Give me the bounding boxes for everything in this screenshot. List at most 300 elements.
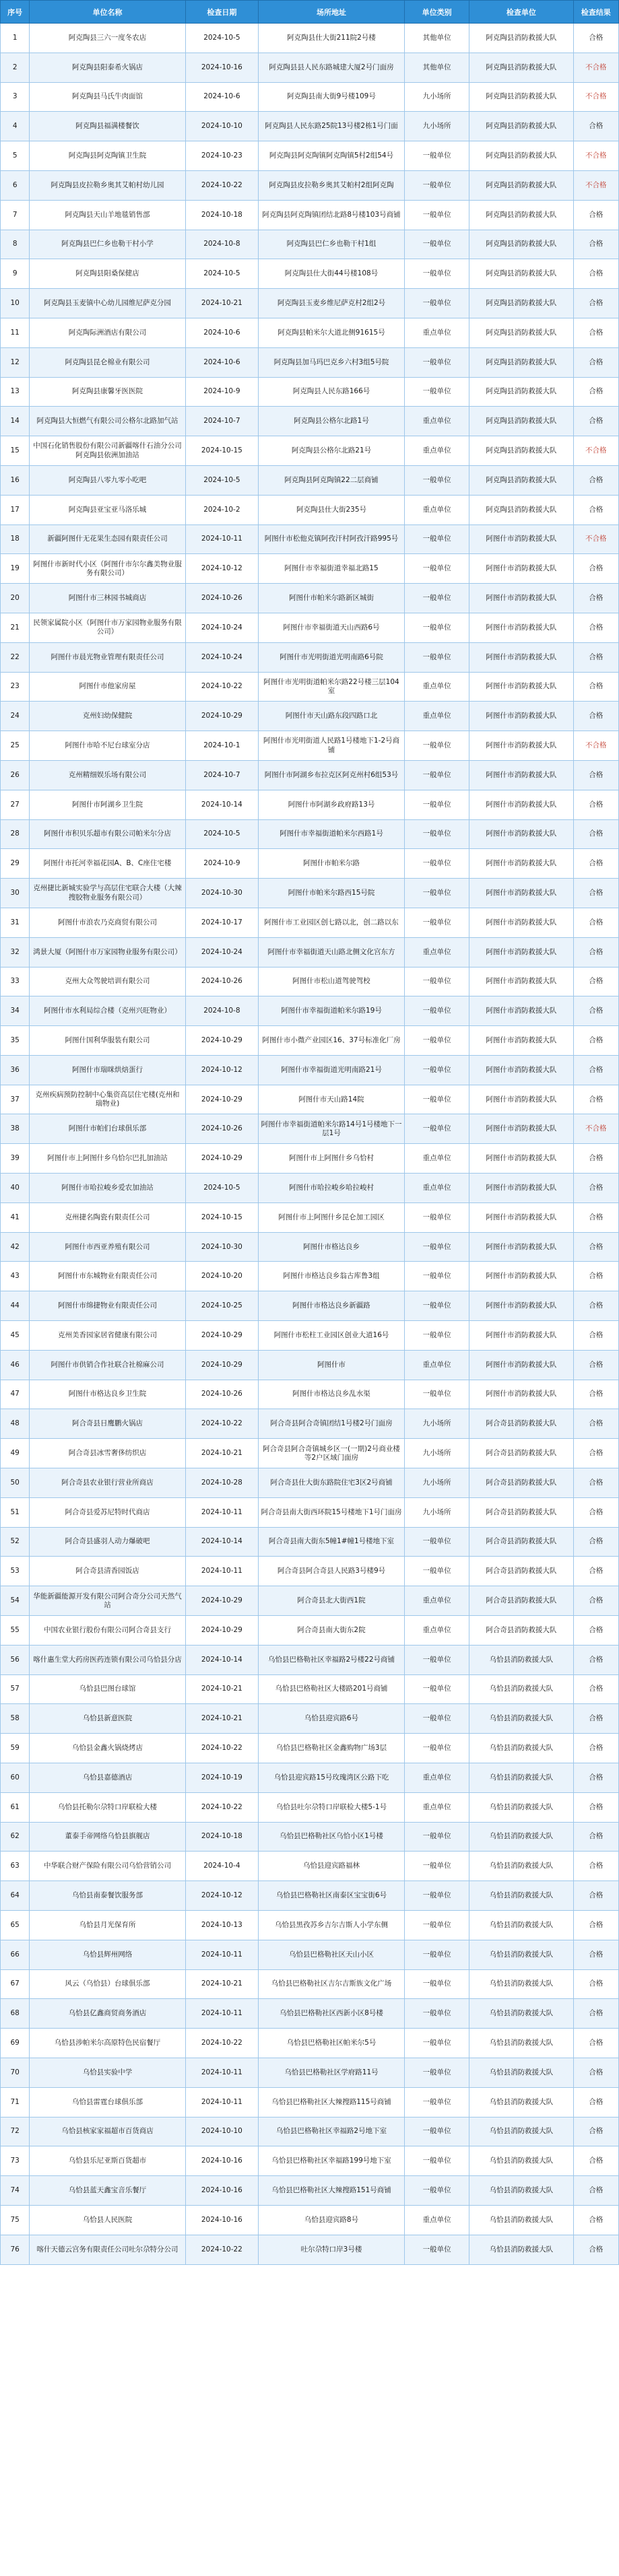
cell-no: 59 [1,1734,30,1763]
cell-date: 2024-10-21 [185,1704,258,1734]
cell-date: 2024-10-12 [185,1881,258,1911]
cell-name: 阿图什国利华服装有限公司 [30,1026,185,1056]
cell-name: 克州捷名陶瓷有限责任公司 [30,1202,185,1232]
cell-date: 2024-10-12 [185,554,258,584]
table-row [1,1026,619,1056]
cell-name: 阿克陶县福满楼餐饮 [30,112,185,141]
cell-name: 乌恰县雷霆台球俱乐部 [30,2087,185,2117]
cell-inspector: 阿克陶县消防救援大队 [469,318,573,347]
cell-address: 阿克陶县仕大街211院2号楼 [259,24,405,53]
cell-address: 阿克陶县仕大街235号 [259,495,405,524]
cell-name: 鸿景大厦（阿图什市万家园物业服务有限公司） [30,937,185,967]
table-row [1,1734,619,1763]
cell-category: 一般单位 [404,908,469,937]
cell-result: 合格 [573,584,619,613]
cell-name: 克州精细娱乐场有限公司 [30,760,185,790]
cell-category: 一般单位 [404,1822,469,1852]
cell-category: 重点单位 [404,1792,469,1822]
table-row [1,1468,619,1498]
cell-no: 22 [1,642,30,672]
cell-no: 8 [1,230,30,259]
cell-no: 40 [1,1174,30,1203]
cell-inspector: 阿克陶县消防救援大队 [469,200,573,230]
col-header-result: 检查结果 [573,1,619,24]
cell-date: 2024-10-11 [185,1557,258,1586]
table-header [1,1,619,24]
cell-inspector: 阿图什市消防救援大队 [469,1026,573,1056]
cell-inspector: 阿克陶县消防救援大队 [469,82,573,112]
cell-category: 一般单位 [404,2029,469,2058]
table-row [1,1114,619,1144]
cell-name: 中华联合财产保险有限公司乌恰营销公司 [30,1852,185,1881]
cell-name: 阿克陶县天山羊地毯销售部 [30,200,185,230]
cell-result: 合格 [573,2029,619,2058]
cell-category: 九小场所 [404,82,469,112]
cell-name: 乌恰县实验中学 [30,2058,185,2087]
cell-category: 一般单位 [404,289,469,318]
cell-date: 2024-10-17 [185,908,258,937]
cell-name: 阿克陶县马氏牛肉面馆 [30,82,185,112]
cell-category: 重点单位 [404,1586,469,1616]
cell-category: 一般单位 [404,2117,469,2146]
cell-date: 2024-10-6 [185,347,258,377]
cell-no: 27 [1,790,30,819]
cell-no: 5 [1,141,30,171]
cell-inspector: 乌恰县消防救援大队 [469,2176,573,2206]
cell-name: 阿克陶县阿克陶镇卫生院 [30,141,185,171]
cell-date: 2024-10-14 [185,790,258,819]
cell-result: 合格 [573,2205,619,2235]
cell-address: 阿图什市光明街道光明南路6号院 [259,642,405,672]
cell-date: 2024-10-26 [185,1114,258,1144]
cell-inspector: 阿克陶县消防救援大队 [469,141,573,171]
cell-date: 2024-10-24 [185,642,258,672]
cell-inspector: 乌恰县消防救援大队 [469,1763,573,1793]
cell-inspector: 阿图什市消防救援大队 [469,1202,573,1232]
cell-name: 乌恰县人民医院 [30,2205,185,2235]
cell-inspector: 乌恰县消防救援大队 [469,1881,573,1911]
cell-name: 阿图什市供销合作社联合社棉麻公司 [30,1350,185,1380]
cell-result: 合格 [573,1085,619,1114]
cell-inspector: 阿图什市消防救援大队 [469,1350,573,1380]
cell-result: 合格 [573,1497,619,1527]
cell-name: 民领家属院小区（阿图什市万家园物业服务有限公司） [30,613,185,642]
cell-date: 2024-10-5 [185,819,258,849]
cell-result: 合格 [573,1262,619,1291]
table-row [1,1881,619,1911]
cell-category: 一般单位 [404,1114,469,1144]
cell-inspector: 阿图什市消防救援大队 [469,967,573,996]
cell-category: 一般单位 [404,347,469,377]
cell-date: 2024-10-30 [185,1232,258,1262]
cell-inspector: 阿图什市消防救援大队 [469,996,573,1026]
cell-date: 2024-10-29 [185,1321,258,1351]
table-row [1,318,619,347]
cell-inspector: 阿图什市消防救援大队 [469,1114,573,1144]
cell-inspector: 阿克陶县消防救援大队 [469,436,573,466]
table-row [1,2176,619,2206]
cell-result: 合格 [573,1291,619,1321]
cell-name: 喀什惠生堂大药房医药连锁有限公司乌恰县分店 [30,1645,185,1674]
cell-date: 2024-10-6 [185,318,258,347]
cell-inspector: 乌恰县消防救援大队 [469,1911,573,1940]
cell-date: 2024-10-6 [185,82,258,112]
cell-result: 不合格 [573,731,619,761]
cell-category: 九小场所 [404,1497,469,1527]
cell-address: 阿图什市格达良乡新疆路 [259,1291,405,1321]
cell-address: 阿图什市天山路14院 [259,1085,405,1114]
cell-date: 2024-10-29 [185,1026,258,1056]
cell-result: 不合格 [573,141,619,171]
cell-address: 阿图什市格达良乡乱水渠 [259,1380,405,1409]
cell-no: 62 [1,1822,30,1852]
table-row [1,112,619,141]
cell-category: 一般单位 [404,230,469,259]
cell-result: 合格 [573,2117,619,2146]
cell-category: 一般单位 [404,1645,469,1674]
cell-result: 合格 [573,1763,619,1793]
table-row [1,1852,619,1881]
cell-address: 乌恰县黑孜苏乡吉尔吉斯人小学东侧 [259,1911,405,1940]
cell-address: 乌恰县巴格勒社区大辣搜路151号商铺 [259,2176,405,2206]
table-row [1,465,619,495]
cell-result: 合格 [573,407,619,436]
cell-no: 21 [1,613,30,642]
table-row [1,879,619,908]
cell-result: 合格 [573,1055,619,1085]
cell-category: 一般单位 [404,141,469,171]
cell-no: 18 [1,524,30,554]
cell-category: 九小场所 [404,1439,469,1468]
cell-no: 11 [1,318,30,347]
cell-date: 2024-10-9 [185,849,258,879]
cell-inspector: 阿图什市消防救援大队 [469,1321,573,1351]
table-row [1,2058,619,2087]
cell-date: 2024-10-25 [185,1291,258,1321]
cell-inspector: 乌恰县消防救援大队 [469,1852,573,1881]
table-row [1,908,619,937]
cell-address: 阿克陶县皮拉勒乡奥其艾帕村2组阿克陶 [259,170,405,200]
cell-date: 2024-10-2 [185,495,258,524]
cell-date: 2024-10-21 [185,1439,258,1468]
cell-category: 一般单位 [404,2146,469,2176]
table-row [1,1999,619,2029]
header-row [1,1,619,24]
table-row [1,1674,619,1704]
cell-inspector: 阿图什市消防救援大队 [469,1174,573,1203]
cell-no: 34 [1,996,30,1026]
cell-result: 合格 [573,790,619,819]
cell-result: 合格 [573,1734,619,1763]
cell-inspector: 阿克陶县消防救援大队 [469,289,573,318]
cell-category: 一般单位 [404,1852,469,1881]
cell-result: 合格 [573,230,619,259]
cell-result: 合格 [573,24,619,53]
cell-name: 阿合奇县农业银行营业所商店 [30,1468,185,1498]
cell-address: 阿合奇县南大街东5幢1#幢1号楼地下室 [259,1527,405,1557]
cell-date: 2024-10-22 [185,1409,258,1439]
cell-address: 阿图什市小微产业园区16、37号标准化厂房 [259,1026,405,1056]
cell-name: 克州捷比新城实验学与高层住宅联合大楼（大辣搜胶物业服务有限公司） [30,879,185,908]
cell-date: 2024-10-18 [185,200,258,230]
col-header-name: 单位名称 [30,1,185,24]
col-header-inspector: 检查单位 [469,1,573,24]
cell-result: 不合格 [573,170,619,200]
cell-inspector: 阿克陶县消防救援大队 [469,259,573,289]
cell-date: 2024-10-30 [185,879,258,908]
table-row [1,937,619,967]
cell-name: 乌恰县嘉德酒店 [30,1763,185,1793]
cell-category: 一般单位 [404,613,469,642]
cell-no: 4 [1,112,30,141]
cell-no: 37 [1,1085,30,1114]
cell-address: 乌恰县巴格勒社区帕米尔5号 [259,2029,405,2058]
cell-no: 76 [1,2235,30,2264]
cell-category: 重点单位 [404,702,469,731]
cell-date: 2024-10-24 [185,937,258,967]
cell-name: 阿克陶县玉麦镇中心幼儿园维尼萨克分园 [30,289,185,318]
cell-name: 乌恰县月光保育所 [30,1911,185,1940]
cell-inspector: 阿图什市消防救援大队 [469,937,573,967]
cell-category: 一般单位 [404,1321,469,1351]
cell-inspector: 阿图什市消防救援大队 [469,1085,573,1114]
cell-name: 阿合奇县冰雪奢侈纺织店 [30,1439,185,1468]
cell-inspector: 阿图什市消防救援大队 [469,1291,573,1321]
cell-category: 一般单位 [404,879,469,908]
cell-inspector: 乌恰县消防救援大队 [469,2058,573,2087]
cell-inspector: 阿图什市消防救援大队 [469,879,573,908]
cell-address: 阿图什市哈拉峻乡哈拉峻村 [259,1174,405,1203]
cell-name: 阿图什市阿湖乡卫生院 [30,790,185,819]
cell-no: 33 [1,967,30,996]
cell-result: 合格 [573,495,619,524]
cell-date: 2024-10-22 [185,2235,258,2264]
cell-address: 乌恰县巴格勒社区学府路11号 [259,2058,405,2087]
cell-inspector: 乌恰县消防救援大队 [469,1704,573,1734]
table-row [1,2205,619,2235]
cell-address: 阿图什市格达良乡 [259,1232,405,1262]
cell-address: 乌恰县巴格勒社区大楼路201号商铺 [259,1674,405,1704]
cell-inspector: 乌恰县消防救援大队 [469,1822,573,1852]
cell-result: 合格 [573,259,619,289]
cell-inspector: 乌恰县消防救援大队 [469,1999,573,2029]
cell-no: 23 [1,672,30,702]
cell-inspector: 乌恰县消防救援大队 [469,2087,573,2117]
cell-name: 中国农业银行股份有限公司阿合奇县支行 [30,1616,185,1646]
cell-address: 乌恰县巴格勒社区吉尔吉斯族文化广场 [259,1969,405,1999]
cell-result: 合格 [573,1321,619,1351]
cell-inspector: 乌恰县消防救援大队 [469,1940,573,1969]
cell-no: 53 [1,1557,30,1586]
table-row [1,642,619,672]
cell-address: 阿克陶县仕大街44号楼108号 [259,259,405,289]
cell-result: 合格 [573,2146,619,2176]
cell-result: 合格 [573,465,619,495]
cell-category: 重点单位 [404,436,469,466]
cell-date: 2024-10-4 [185,1852,258,1881]
cell-category: 一般单位 [404,819,469,849]
cell-address: 乌恰县迎宾路8号 [259,2205,405,2235]
cell-name: 阿图什市帕们台球俱乐部 [30,1114,185,1144]
cell-address: 阿图什市幸福街道帕米尔路19号 [259,996,405,1026]
cell-category: 一般单位 [404,377,469,407]
table-row [1,407,619,436]
cell-date: 2024-10-8 [185,230,258,259]
cell-name: 克州美香园家居省健康有限公司 [30,1321,185,1351]
cell-no: 26 [1,760,30,790]
cell-inspector: 乌恰县消防救援大队 [469,2117,573,2146]
cell-name: 阿克陶际洲酒店有限公司 [30,318,185,347]
cell-inspector: 阿图什市消防救援大队 [469,584,573,613]
table-row [1,141,619,171]
cell-no: 15 [1,436,30,466]
cell-address: 乌恰县巴格勒社区西新小区8号楼 [259,1999,405,2029]
table-row [1,1232,619,1262]
cell-category: 一般单位 [404,849,469,879]
cell-no: 38 [1,1114,30,1144]
cell-name: 阿图什市格达良乡卫生院 [30,1380,185,1409]
cell-category: 重点单位 [404,937,469,967]
cell-address: 阿图什市上阿图什乡昆仑加工园区 [259,1202,405,1232]
cell-result: 合格 [573,2087,619,2117]
cell-name: 阿图什市西亚养殖有限公司 [30,1232,185,1262]
table-body [1,24,619,2265]
cell-name: 阿合奇县清香园饭店 [30,1557,185,1586]
cell-date: 2024-10-14 [185,1527,258,1557]
cell-address: 阿克陶县加马玛巴克乡六村3组5号院 [259,347,405,377]
cell-address: 阿克陶县巴仁乡也勒干村1组 [259,230,405,259]
cell-no: 69 [1,2029,30,2058]
cell-date: 2024-10-16 [185,2146,258,2176]
cell-no: 60 [1,1763,30,1793]
cell-name: 喀什天德云宫务有限责任公司吐尔尕特分公司 [30,2235,185,2264]
cell-address: 阿图什市阿湖乡政府路13号 [259,790,405,819]
cell-date: 2024-10-22 [185,672,258,702]
table-row [1,554,619,584]
cell-inspector: 阿图什市消防救援大队 [469,1055,573,1085]
table-row [1,347,619,377]
cell-date: 2024-10-20 [185,1262,258,1291]
cell-inspector: 阿合奇县消防救援大队 [469,1497,573,1527]
cell-address: 乌恰县巴格勒社区天山小区 [259,1940,405,1969]
table-row [1,1616,619,1646]
table-row [1,731,619,761]
cell-category: 重点单位 [404,1763,469,1793]
cell-address: 乌恰县迎宾路福林 [259,1852,405,1881]
cell-name: 风云（乌恰县）台球俱乐部 [30,1969,185,1999]
cell-inspector: 阿合奇县消防救援大队 [469,1586,573,1616]
cell-category: 一般单位 [404,1291,469,1321]
table-row [1,1439,619,1468]
cell-result: 合格 [573,112,619,141]
table-row [1,702,619,731]
cell-inspector: 乌恰县消防救援大队 [469,1674,573,1704]
cell-name: 阿图什市东城物业有限责任公司 [30,1262,185,1291]
table-row [1,2146,619,2176]
cell-result: 合格 [573,1350,619,1380]
cell-category: 一般单位 [404,524,469,554]
cell-inspector: 阿图什市消防救援大队 [469,849,573,879]
cell-no: 6 [1,170,30,200]
cell-category: 一般单位 [404,760,469,790]
cell-result: 合格 [573,1232,619,1262]
cell-category: 一般单位 [404,554,469,584]
cell-address: 阿克陶县公格尔北路1号 [259,407,405,436]
table-row [1,82,619,112]
cell-inspector: 阿克陶县消防救援大队 [469,495,573,524]
cell-name: 乌恰县巴图台球馆 [30,1674,185,1704]
cell-no: 29 [1,849,30,879]
cell-category: 一般单位 [404,642,469,672]
cell-name: 阿克陶县阳桑保健店 [30,259,185,289]
cell-address: 乌恰县迎宾路15号玫瑰湾区公路下吃 [259,1763,405,1793]
cell-no: 46 [1,1350,30,1380]
cell-no: 1 [1,24,30,53]
cell-inspector: 阿图什市消防救援大队 [469,672,573,702]
cell-result: 合格 [573,200,619,230]
table-row [1,436,619,466]
cell-address: 阿克陶县玉麦乡维尼萨克村2组2号 [259,289,405,318]
cell-name: 阿图什市托河幸福花园A、B、C座住宅楼 [30,849,185,879]
cell-name: 克州妇幼保健院 [30,702,185,731]
cell-name: 乌恰县乐尼亚斯百货超市 [30,2146,185,2176]
table-row [1,1792,619,1822]
cell-address: 阿克陶县阿克陶镇阿克陶镇5村2组54号 [259,141,405,171]
cell-name: 乌恰县亿鑫商贸商务酒店 [30,1999,185,2029]
cell-result: 合格 [573,1380,619,1409]
cell-date: 2024-10-5 [185,465,258,495]
cell-result: 合格 [573,613,619,642]
cell-name: 阿图什市绵捷物业有限责任公司 [30,1291,185,1321]
cell-result: 合格 [573,1792,619,1822]
cell-result: 合格 [573,1674,619,1704]
cell-no: 14 [1,407,30,436]
cell-result: 合格 [573,554,619,584]
cell-category: 一般单位 [404,2176,469,2206]
cell-category: 一般单位 [404,1262,469,1291]
table-row [1,1174,619,1203]
cell-address: 阿图什市工业园区创七路以北，创二路以东 [259,908,405,937]
table-row [1,1645,619,1674]
cell-category: 重点单位 [404,1144,469,1174]
cell-category: 一般单位 [404,996,469,1026]
cell-name: 克州大众驾驶培训有限公司 [30,967,185,996]
table-row [1,2235,619,2264]
cell-no: 58 [1,1704,30,1734]
cell-result: 不合格 [573,82,619,112]
cell-result: 合格 [573,2176,619,2206]
cell-name: 阿克陶县皮拉勒乡奥其艾帕村幼儿园 [30,170,185,200]
cell-inspector: 阿图什市消防救援大队 [469,1232,573,1262]
cell-result: 合格 [573,1409,619,1439]
cell-result: 合格 [573,879,619,908]
cell-category: 九小场所 [404,1409,469,1439]
table-row [1,1969,619,1999]
cell-no: 68 [1,1999,30,2029]
cell-no: 20 [1,584,30,613]
cell-name: 阿克陶县亚宝亚马洛乐城 [30,495,185,524]
cell-no: 66 [1,1940,30,1969]
cell-result: 合格 [573,967,619,996]
table-row [1,24,619,53]
cell-category: 一般单位 [404,1674,469,1704]
col-header-no: 序号 [1,1,30,24]
cell-date: 2024-10-23 [185,141,258,171]
cell-no: 28 [1,819,30,849]
cell-category: 其他单位 [404,53,469,82]
cell-category: 一般单位 [404,1999,469,2029]
cell-date: 2024-10-22 [185,1734,258,1763]
